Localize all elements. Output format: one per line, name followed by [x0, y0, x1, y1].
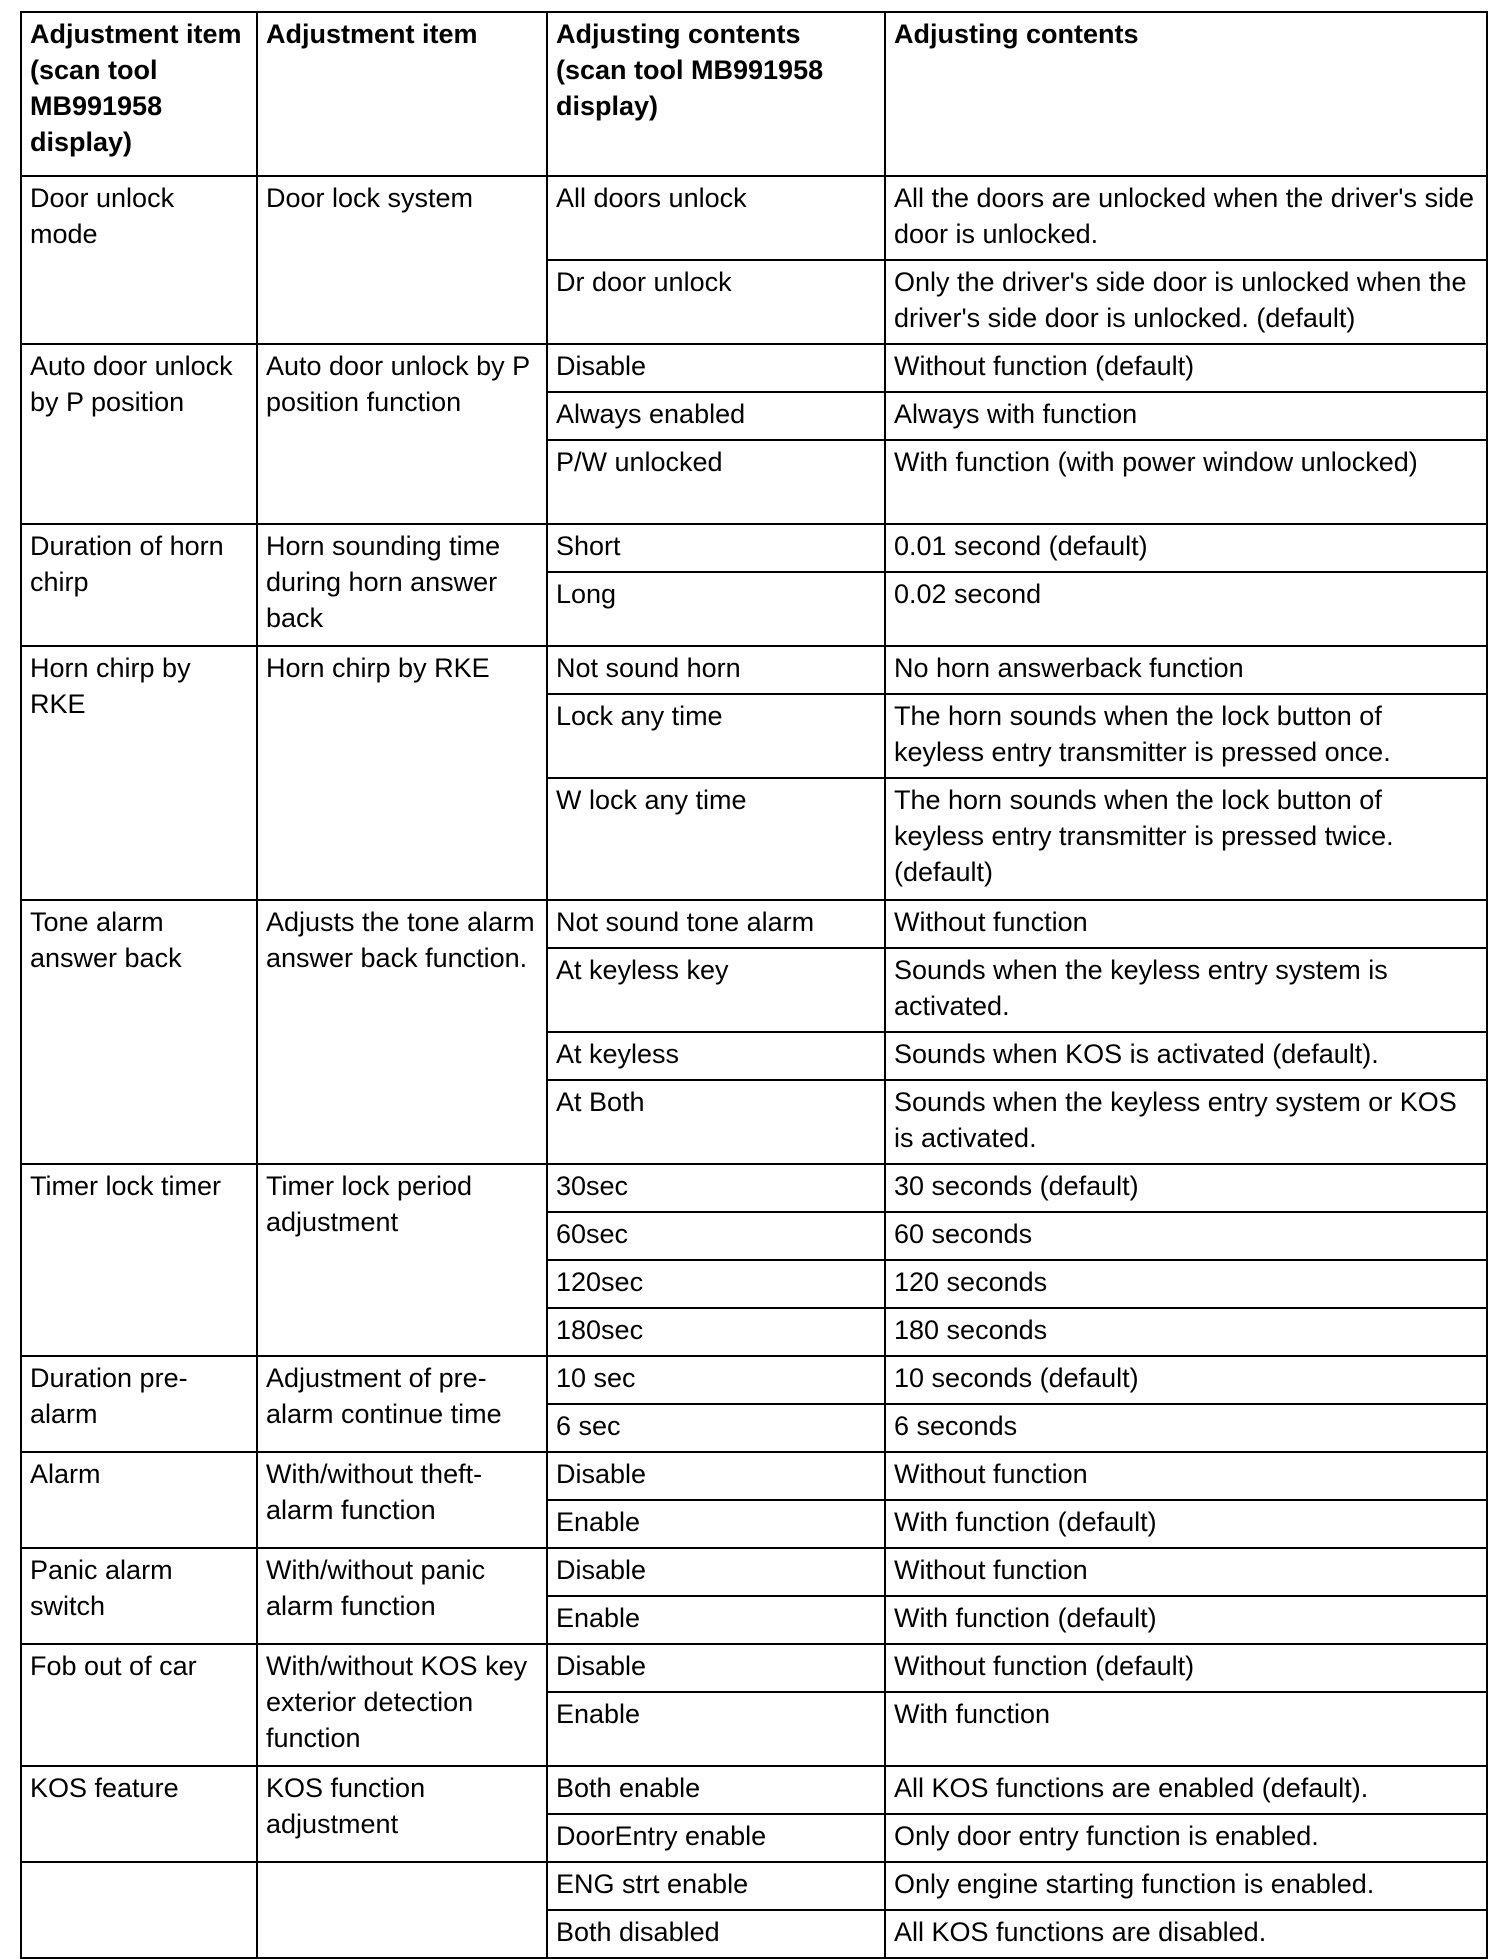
header-adjustment-item: Adjustment item	[257, 12, 547, 176]
adjustment-item-scan-cell: Panic alarm switch	[21, 1548, 257, 1644]
adjusting-contents-scan-cell: Enable	[547, 1500, 885, 1548]
adjusting-contents-cell: Without function	[885, 1548, 1487, 1596]
table-row	[21, 1862, 1487, 1910]
adjusting-contents-cell: All the doors are unlocked when the driver's side door is unlocked.	[885, 176, 1487, 260]
adjusting-contents-cell: 0.02 second	[885, 572, 1487, 646]
adjustment-item-cell: With/without theft-alarm function	[257, 1452, 547, 1548]
adjusting-contents-scan-cell: Not sound tone alarm	[547, 900, 885, 948]
adjusting-contents-cell: Sounds when KOS is activated (default).	[885, 1032, 1487, 1080]
table-row	[21, 524, 1487, 572]
header-adjustment-item-scan-tool: Adjustment item (scan tool MB991958 display)	[21, 12, 257, 176]
adjustment-item-cell	[257, 1862, 547, 1958]
adjusting-contents-cell: Sounds when the keyless entry system is activated.	[885, 948, 1487, 1032]
adjusting-contents-scan-cell: At Both	[547, 1080, 885, 1164]
adjusting-contents-scan-cell: Always enabled	[547, 392, 885, 440]
adjustment-item-scan-cell: Timer lock timer	[21, 1164, 257, 1356]
adjusting-contents-cell: All KOS functions are disabled.	[885, 1910, 1487, 1958]
header-adjusting-contents-scan-tool: Adjusting contents (scan tool MB991958 display)	[547, 12, 885, 176]
adjusting-contents-cell: Only door entry function is enabled.	[885, 1814, 1487, 1862]
adjusting-contents-scan-cell: All doors unlock	[547, 176, 885, 260]
adjusting-contents-cell: With function (with power window unlocked)	[885, 440, 1487, 524]
table-row	[21, 1644, 1487, 1692]
adjustment-table	[20, 11, 1488, 1959]
adjusting-contents-cell: 30 seconds (default)	[885, 1164, 1487, 1212]
adjusting-contents-cell: 6 seconds	[885, 1404, 1487, 1452]
adjusting-contents-scan-cell: At keyless	[547, 1032, 885, 1080]
adjusting-contents-scan-cell: ENG strt enable	[547, 1862, 885, 1910]
adjusting-contents-cell: Always with function	[885, 392, 1487, 440]
adjusting-contents-scan-cell: 120sec	[547, 1260, 885, 1308]
adjusting-contents-cell: 10 seconds (default)	[885, 1356, 1487, 1404]
adjusting-contents-cell: The horn sounds when the lock button of keyless entry transmitter is pressed once.	[885, 694, 1487, 778]
adjusting-contents-cell: All KOS functions are enabled (default).	[885, 1766, 1487, 1814]
adjusting-contents-cell: Sounds when the keyless entry system or KOS is activated.	[885, 1080, 1487, 1164]
adjusting-contents-cell: Only engine starting function is enabled.	[885, 1862, 1487, 1910]
table-row	[21, 1452, 1487, 1500]
adjusting-contents-scan-cell: Short	[547, 524, 885, 572]
adjusting-contents-cell: Only the driver's side door is unlocked when the driver's side door is unlocked. (default)	[885, 260, 1487, 344]
adjusting-contents-scan-cell: 10 sec	[547, 1356, 885, 1404]
adjustment-item-cell: Horn chirp by RKE	[257, 646, 547, 900]
adjusting-contents-scan-cell: Enable	[547, 1692, 885, 1766]
adjustment-item-cell: Adjustment of pre-alarm continue time	[257, 1356, 547, 1452]
adjusting-contents-scan-cell: Lock any time	[547, 694, 885, 778]
adjusting-contents-scan-cell: Not sound horn	[547, 646, 885, 694]
adjusting-contents-cell: 180 seconds	[885, 1308, 1487, 1356]
adjustment-item-cell: Auto door unlock by P position function	[257, 344, 547, 524]
adjustment-item-scan-cell: Duration of horn chirp	[21, 524, 257, 646]
adjusting-contents-cell: Without function (default)	[885, 344, 1487, 392]
adjustment-item-cell: Timer lock period adjustment	[257, 1164, 547, 1356]
adjusting-contents-scan-cell: Both enable	[547, 1766, 885, 1814]
adjusting-contents-cell: With function (default)	[885, 1500, 1487, 1548]
adjustment-item-scan-cell: Tone alarm answer back	[21, 900, 257, 1164]
adjusting-contents-cell: 120 seconds	[885, 1260, 1487, 1308]
header-row	[21, 12, 1487, 176]
table-row	[21, 1356, 1487, 1404]
table-row	[21, 176, 1487, 260]
adjusting-contents-scan-cell: Enable	[547, 1596, 885, 1644]
table-row	[21, 1164, 1487, 1212]
adjusting-contents-cell: 60 seconds	[885, 1212, 1487, 1260]
adjusting-contents-cell: Without function	[885, 1452, 1487, 1500]
adjustment-item-scan-cell: Alarm	[21, 1452, 257, 1548]
adjusting-contents-scan-cell: W lock any time	[547, 778, 885, 900]
table-row	[21, 1548, 1487, 1596]
table-row	[21, 344, 1487, 392]
adjusting-contents-scan-cell: At keyless key	[547, 948, 885, 1032]
adjustment-item-scan-cell: Duration pre-alarm	[21, 1356, 257, 1452]
adjustment-item-scan-cell: Auto door unlock by P position	[21, 344, 257, 524]
adjusting-contents-scan-cell: 60sec	[547, 1212, 885, 1260]
adjusting-contents-scan-cell: Dr door unlock	[547, 260, 885, 344]
adjusting-contents-scan-cell: Disable	[547, 1644, 885, 1692]
adjusting-contents-scan-cell: 30sec	[547, 1164, 885, 1212]
table-row	[21, 900, 1487, 948]
adjusting-contents-scan-cell: Long	[547, 572, 885, 646]
adjusting-contents-cell: Without function	[885, 900, 1487, 948]
table-body	[21, 176, 1487, 1958]
adjusting-contents-scan-cell: Disable	[547, 1548, 885, 1596]
adjustment-item-cell: Door lock system	[257, 176, 547, 344]
header-adjusting-contents: Adjusting contents	[885, 12, 1487, 176]
adjusting-contents-cell: The horn sounds when the lock button of keyless entry transmitter is pressed twice. (default)	[885, 778, 1487, 900]
adjustment-item-scan-cell: Door unlock mode	[21, 176, 257, 344]
adjustment-item-scan-cell	[21, 1862, 257, 1958]
adjusting-contents-scan-cell: Disable	[547, 344, 885, 392]
adjustment-item-cell: With/without KOS key exterior detection function	[257, 1644, 547, 1766]
adjusting-contents-scan-cell: P/W unlocked	[547, 440, 885, 524]
adjustment-item-cell: Adjusts the tone alarm answer back function.	[257, 900, 547, 1164]
adjusting-contents-scan-cell: 180sec	[547, 1308, 885, 1356]
adjusting-contents-cell: No horn answerback function	[885, 646, 1487, 694]
table-row	[21, 646, 1487, 694]
adjusting-contents-scan-cell: Disable	[547, 1452, 885, 1500]
adjustment-item-scan-cell: Horn chirp by RKE	[21, 646, 257, 900]
adjusting-contents-cell: With function	[885, 1692, 1487, 1766]
adjusting-contents-cell: 0.01 second (default)	[885, 524, 1487, 572]
adjusting-contents-scan-cell: 6 sec	[547, 1404, 885, 1452]
adjusting-contents-cell: Without function (default)	[885, 1644, 1487, 1692]
table-row	[21, 1766, 1487, 1814]
adjustment-item-cell: Horn sounding time during horn answer back	[257, 524, 547, 646]
adjustment-item-cell: With/without panic alarm function	[257, 1548, 547, 1644]
adjustment-item-cell: KOS function adjustment	[257, 1766, 547, 1862]
adjustment-item-scan-cell: Fob out of car	[21, 1644, 257, 1766]
adjusting-contents-scan-cell: Both disabled	[547, 1910, 885, 1958]
adjusting-contents-cell: With function (default)	[885, 1596, 1487, 1644]
adjusting-contents-scan-cell: DoorEntry enable	[547, 1814, 885, 1862]
adjustment-item-scan-cell: KOS feature	[21, 1766, 257, 1862]
